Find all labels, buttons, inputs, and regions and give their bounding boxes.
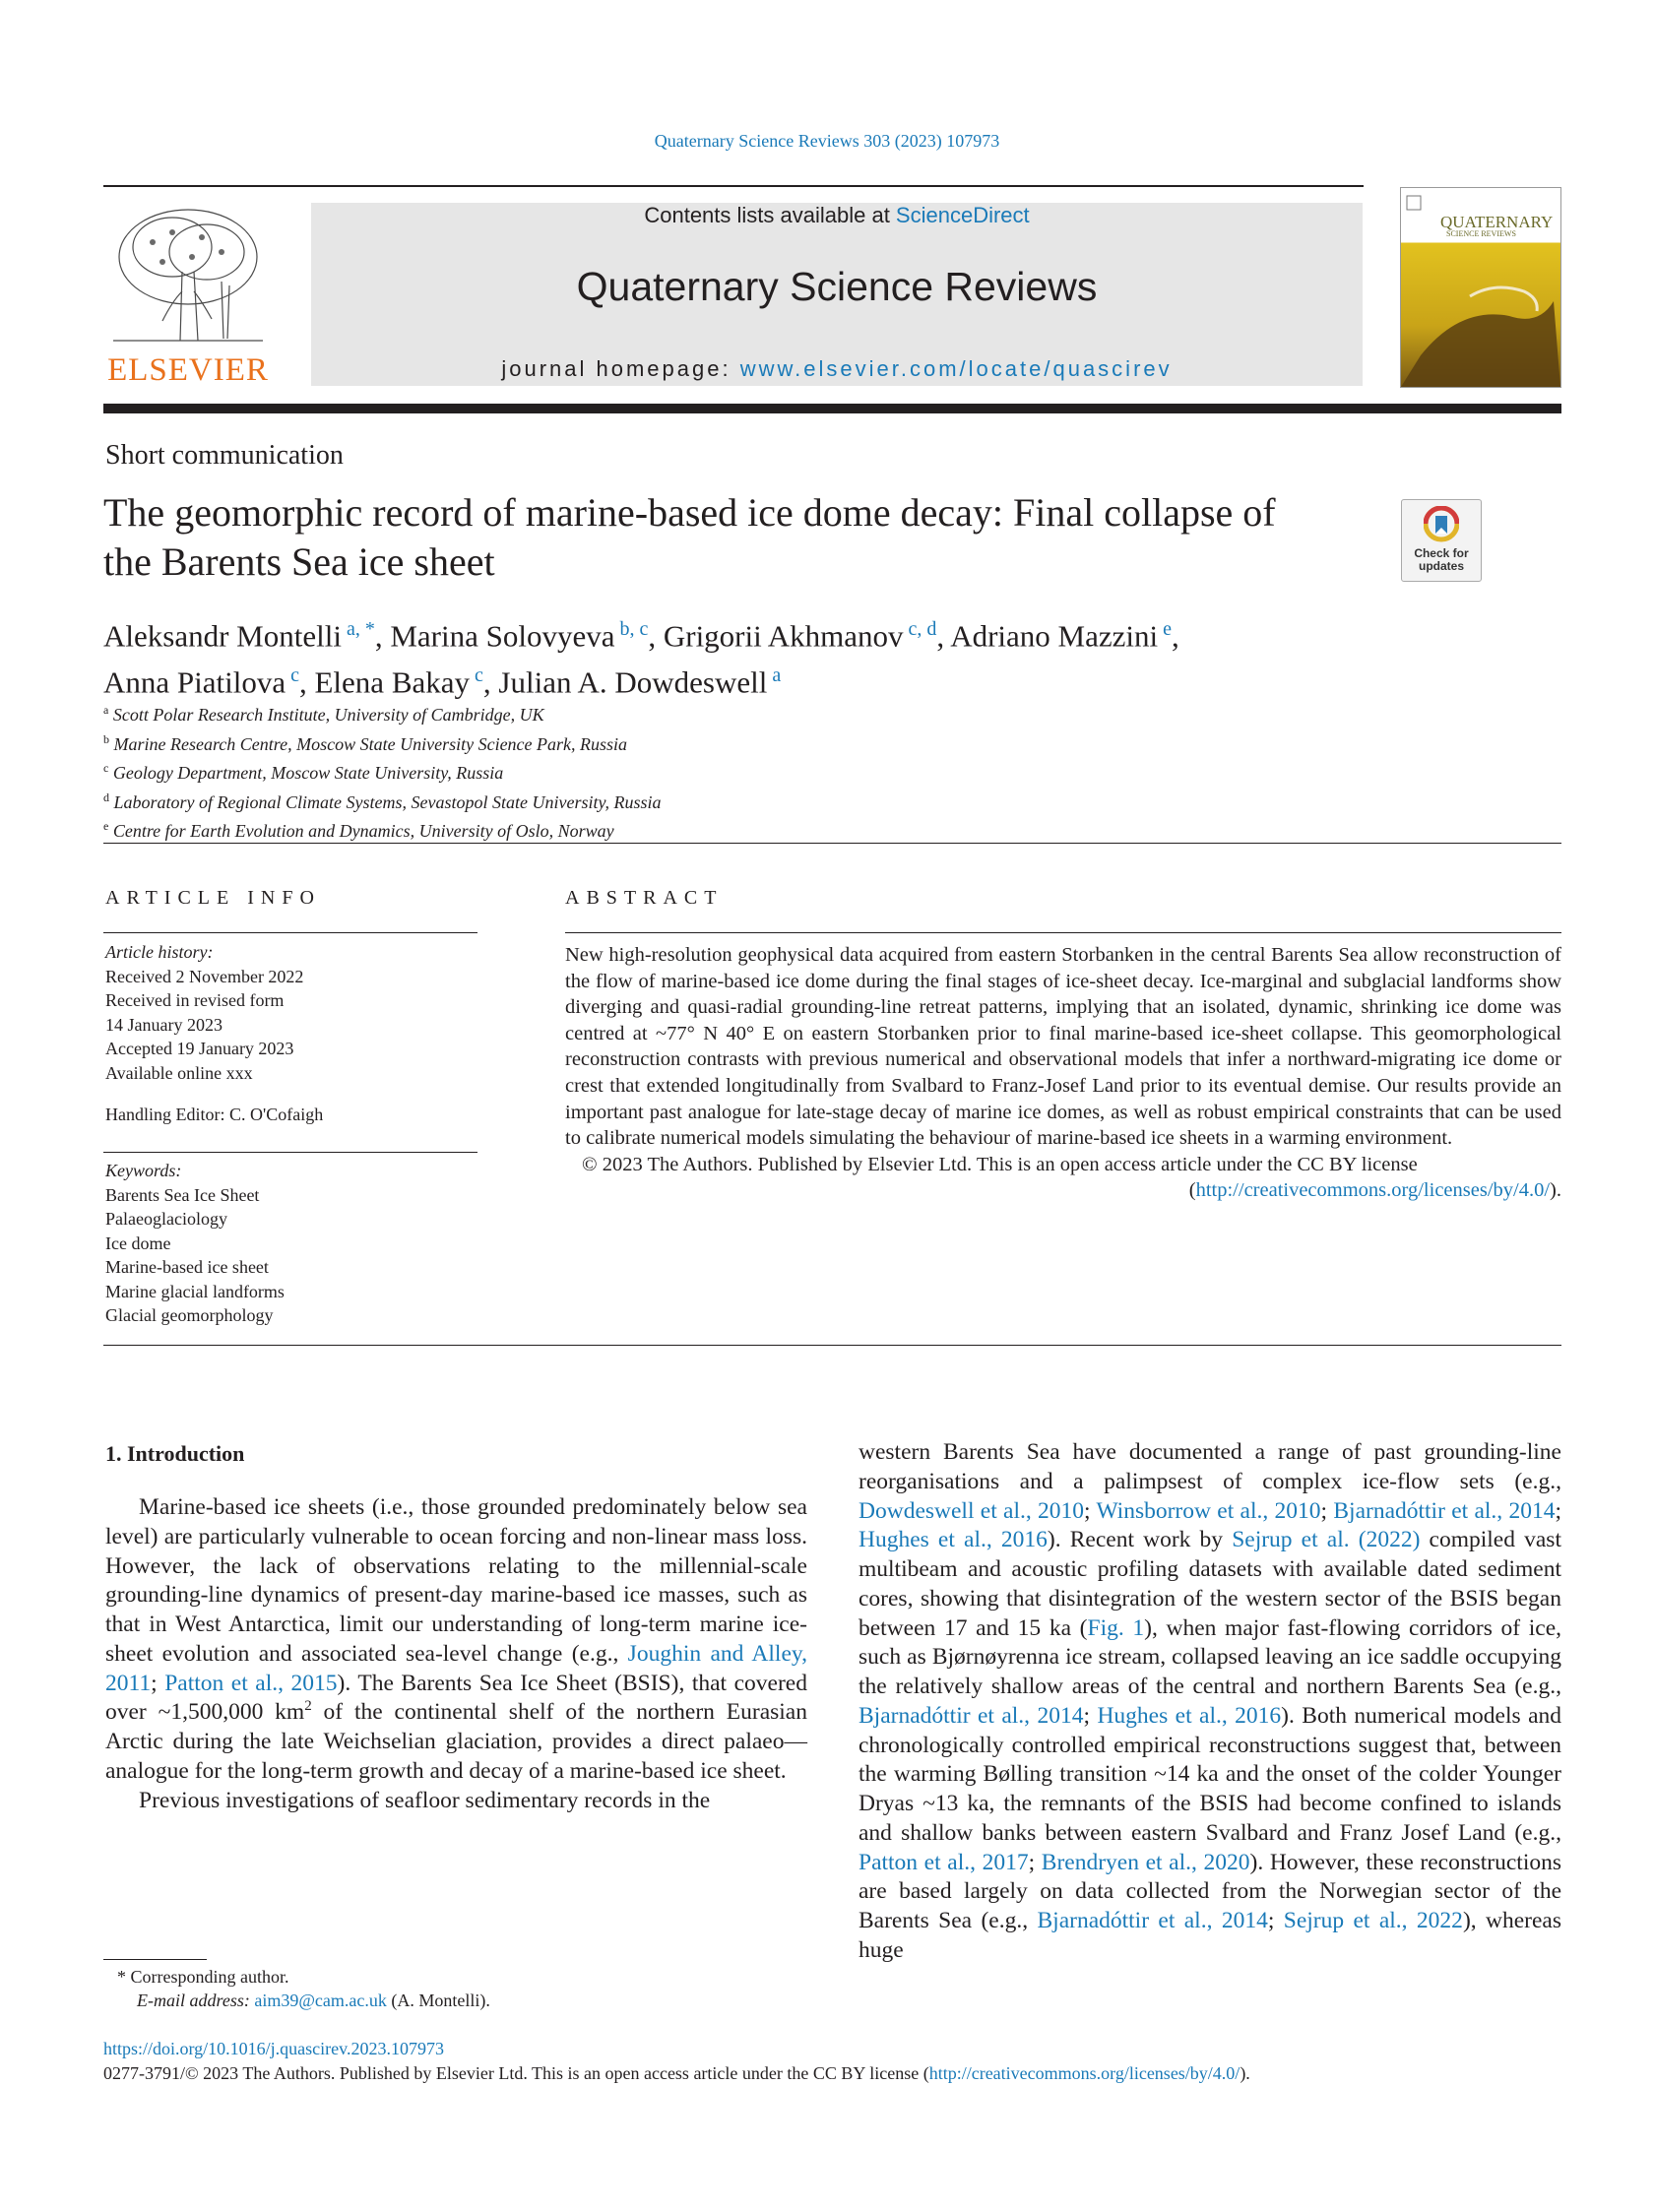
elsevier-tree-logo: [103, 203, 273, 350]
homepage-prefix: journal homepage:: [501, 356, 740, 381]
affiliation-item: $^a$ Scott Polar Research Institute, University of Cambridge, UK: [103, 703, 544, 725]
history-item: Received in revised form: [105, 990, 285, 1010]
ref-link[interactable]: Patton et al., 2015: [164, 1670, 338, 1696]
elsevier-wordmark[interactable]: ELSEVIER: [107, 352, 269, 388]
abstract-license-line: (http://creativecommons.org/licenses/by/4.0/).: [1188, 1179, 1561, 1202]
author-affiliation-sup[interactable]: b, c: [619, 618, 649, 640]
article-history: [105, 940, 479, 1127]
ref-link[interactable]: Sejrup et al. (2022): [1232, 1527, 1421, 1553]
sciencedirect-link[interactable]: ScienceDirect: [895, 203, 1030, 227]
author-affiliation-sup[interactable]: e: [1163, 618, 1173, 640]
left-column: [105, 1493, 807, 1815]
history-item: Accepted 19 January 2023: [105, 1039, 294, 1058]
ref-link[interactable]: Brendryen et al., 2020: [1041, 1849, 1250, 1875]
footnote-rule: [103, 1959, 207, 1960]
contents-prefix: Contents lists available at: [644, 203, 896, 227]
footer-license-link[interactable]: http://creativecommons.org/licenses/by/4.0/: [928, 2063, 1240, 2083]
doi-link[interactable]: https://doi.org/10.1016/j.quascirev.2023.107973: [103, 2039, 444, 2058]
journal-homepage: [311, 356, 1363, 382]
ref-link[interactable]: Sejrup et al., 2022: [1283, 1908, 1463, 1933]
journal-title: Quaternary Science Reviews: [576, 264, 1098, 309]
abstract-copyright: © 2023 The Authors. Published by Elsevier Ltd. This is an open access article under the CC BY license: [582, 1153, 1418, 1175]
journal-cover-thumbnail[interactable]: [1400, 187, 1561, 388]
ref-link[interactable]: Winsborrow et al., 2010: [1096, 1497, 1321, 1524]
affiliation-item: $^c$ Geology Department, Moscow State University, Russia: [103, 761, 504, 783]
crossmark-icon: [1424, 506, 1459, 545]
cover-title: QUATERNARY: [1440, 213, 1554, 231]
keywords-label: Keywords:: [105, 1161, 182, 1180]
keyword-item: Palaeoglaciology: [105, 1209, 227, 1229]
keyword-item: Barents Sea Ice Sheet: [105, 1184, 260, 1205]
author-name[interactable]: Grigorii Akhmanov: [663, 618, 904, 654]
ref-link[interactable]: Joughin and Alley, 2011: [105, 1640, 807, 1696]
abstract-license-link[interactable]: http://creativecommons.org/licenses/by/4.0/: [1195, 1179, 1551, 1202]
ref-link[interactable]: Hughes et al., 2016: [1097, 1702, 1282, 1729]
ref-link[interactable]: Dowdeswell et al., 2010: [859, 1497, 1085, 1524]
keywords-rule: [103, 1152, 477, 1153]
history-item: Received 2 November 2022: [105, 966, 304, 986]
intro-paragraph-1: Marine-based ice sheets (i.e., those grounded predominately below sea level) are particularly vulnerable to ocean forcing and non-linear mass loss. However, the lack of observations relating to the millennial-scale grounding-line dynamics of present-day marine-based ice masses, such as that in West Antarctica, limit our understanding of long-term marine ice-sheet evolution and associated sea-level change (e.g., Joughin and Alley, 2011; Patton et al., 2015). The Barents Sea Ice Sheet (BSIS), that covered over ~1,500,000 $km^2$ of the continental shelf of the northern Eurasian Arctic during the late Weichselian glaciation, provides a direct palaeo—analogue for the long-term growth and decay of a marine-based ice sheet.: [105, 1494, 807, 1784]
affiliation-item: $^d$ Laboratory of Regional Climate Systems, Sevastopol State University, Russia: [103, 790, 662, 812]
footnote: [103, 1965, 490, 2012]
corresponding-author: * Corresponding author.: [117, 1967, 289, 1987]
author-name[interactable]: Marina Solovyeva: [390, 618, 615, 654]
article-type: Short communication: [105, 440, 344, 471]
author-affiliation-sup[interactable]: a: [772, 664, 782, 687]
check-for-updates-label: Check for updates: [1414, 546, 1469, 573]
header-rule: [103, 185, 1364, 187]
abstract-text: New high-resolution geophysical data acquired from eastern Storbanken in the central Barents Sea allow reconstruction of the flow of marine-based ice dome during the final stages of ice-sheet decay. Ice-marginal and subglacial landforms show diverging and quasi-radial grounding-line retreat patterns, implying that an isolated, dynamic, shrinking ice dome was centred at ~77° N 40° E on eastern Storbanken prior to final marine-based ice-sheet collapse. This geomorphological reconstruction contrasts with previous numerical and observational models that infer a northward-migrating ice dome or crest that extended longitudinally from Svalbard to Franz-Josef Land prior to its eventual demise. Our results provide an important past analogue for late-stage decay of marine ice domes, as well as robust empirical constraints that can be used to calibrate numerical models simulating the behaviour of marine-based ice sheets in a warming environment.: [565, 944, 1561, 1150]
cover-subtitle: SCIENCE REVIEWS: [1446, 229, 1516, 238]
author-name[interactable]: Julian A. Dowdeswell: [498, 664, 768, 700]
ref-link[interactable]: Bjarnadóttir et al., 2014: [1333, 1497, 1556, 1524]
abstract-heading: ABSTRACT: [565, 887, 724, 909]
history-item: Available online xxx: [105, 1062, 253, 1083]
keyword-item: Glacial geomorphology: [105, 1305, 274, 1325]
author-list: Aleksandr Montelli $^{a, *}$, Marina Solovyeva $^{b, c}$, Grigorii Akhmanov $^{c, d}$, Adriano Mazzini $^e$, Anna Piatilova $^c$, Elena Bakay $^c$, Julian A. Dowdeswell $^a$: [103, 618, 1179, 700]
handling-editor: Handling Editor: C. O'Cofaigh: [105, 1105, 324, 1124]
cover-artwork: [1401, 188, 1560, 387]
contents-line: [311, 203, 1363, 228]
homepage-link[interactable]: www.elsevier.com/locate/quascirev: [739, 356, 1173, 381]
keywords-block: [105, 1159, 479, 1328]
author-affiliation-sup[interactable]: c, d: [908, 618, 937, 640]
article-title: The geomorphic record of marine-based ice dome decay: Final collapse of the Barents Sea ice sheet: [103, 490, 1276, 584]
ref-link[interactable]: Patton et al., 2017: [859, 1849, 1029, 1875]
affiliation-item: $^e$ Centre for Earth Evolution and Dynamics, University of Oslo, Norway: [103, 819, 614, 841]
article-info-heading: ARTICLE INFO: [105, 887, 321, 909]
author-affiliation-sup[interactable]: a, *: [346, 618, 375, 640]
author-name[interactable]: Elena Bakay: [314, 664, 471, 700]
introduction-heading: 1. Introduction: [105, 1441, 245, 1466]
article-history-label: Article history:: [105, 942, 214, 962]
author-name[interactable]: Anna Piatilova: [103, 664, 286, 700]
keyword-item: Ice dome: [105, 1232, 171, 1253]
author-affiliation-sup[interactable]: c: [475, 664, 483, 687]
email-link[interactable]: aim39@cam.ac.uk: [254, 1991, 387, 2010]
ref-link[interactable]: Bjarnadóttir et al., 2014: [1037, 1908, 1268, 1933]
affiliation-item: $^b$ Marine Research Centre, Moscow State University Science Park, Russia: [103, 731, 628, 754]
abstract-body: [565, 942, 1561, 1204]
footer-license: 0277-3791/© 2023 The Authors. Published by Elsevier Ltd. This is an open access article under the CC BY license (http://creativecommons.org/licenses/by/4.0/).: [103, 2063, 1250, 2083]
author-affiliation-sup[interactable]: c: [290, 664, 299, 687]
author-name[interactable]: Aleksandr Montelli: [103, 618, 342, 654]
intro-paragraph-2: Previous investigations of seafloor sedimentary records in the: [139, 1787, 711, 1813]
ref-link[interactable]: Hughes et al., 2016: [859, 1527, 1048, 1553]
affiliation-list: [103, 698, 1088, 844]
right-column: [859, 1438, 1561, 1966]
abstract-rule: [565, 932, 1561, 933]
email-line: E-mail address: aim39@cam.ac.uk (A. Montelli).: [137, 1991, 490, 2010]
abstract-bottom-rule: [103, 1345, 1561, 1346]
ref-link[interactable]: Bjarnadóttir et al., 2014: [859, 1702, 1084, 1729]
check-for-updates-button[interactable]: [1401, 499, 1482, 582]
author-name[interactable]: Adriano Mazzini: [950, 618, 1159, 654]
section-rule: [103, 843, 1561, 844]
figure-link[interactable]: Fig. 1: [1087, 1614, 1145, 1641]
intro-paragraph-continued: western Barents Sea have documented a range of past grounding-line reorganisations and a palimpsest of complex ice-flow sets (e.g., Dowdeswell et al., 2010; Winsborrow et al., 2010; Bjarnadóttir et al., 2014; Hughes et al., 2016). Recent work by Sejrup et al. (2022) compiled vast multibeam and acoustic profiling datasets with available dated sediment cores, showing that disintegration of the western sector of the BSIS began between 17 and 15 ka (Fig. 1), when major fast-flowing corridors of ice, such as Bjørnøyrenna ice stream, collapsed leaving an ice saddle occupying the relatively shallow areas of the central and northern Barents Sea (e.g., Bjarnadóttir et al., 2014; Hughes et al., 2016). Both numerical models and chronologically controlled empirical reconstructions suggest that, between the warming Bølling transition ~14 ka and the onset of the colder Younger Dryas ~13 ka, the remnants of the BSIS had become confined to islands and shallow banks between eastern Svalbard and Franz Josef Land (e.g., Patton et al., 2017; Brendryen et al., 2020). However, these reconstructions are based largely on data collected from the Norwegian sector of the Barents Sea (e.g., Bjarnadóttir et al., 2014; Sejrup et al., 2022), whereas huge: [859, 1439, 1562, 1963]
history-item: 14 January 2023: [105, 1014, 223, 1035]
masthead-thick-rule: [103, 404, 1561, 413]
keyword-item: Marine-based ice sheet: [105, 1257, 269, 1277]
article-info-rule: [103, 932, 477, 933]
journal-citation[interactable]: Quaternary Science Reviews 303 (2023) 107973: [654, 131, 1000, 151]
keyword-item: Marine glacial landforms: [105, 1281, 285, 1301]
